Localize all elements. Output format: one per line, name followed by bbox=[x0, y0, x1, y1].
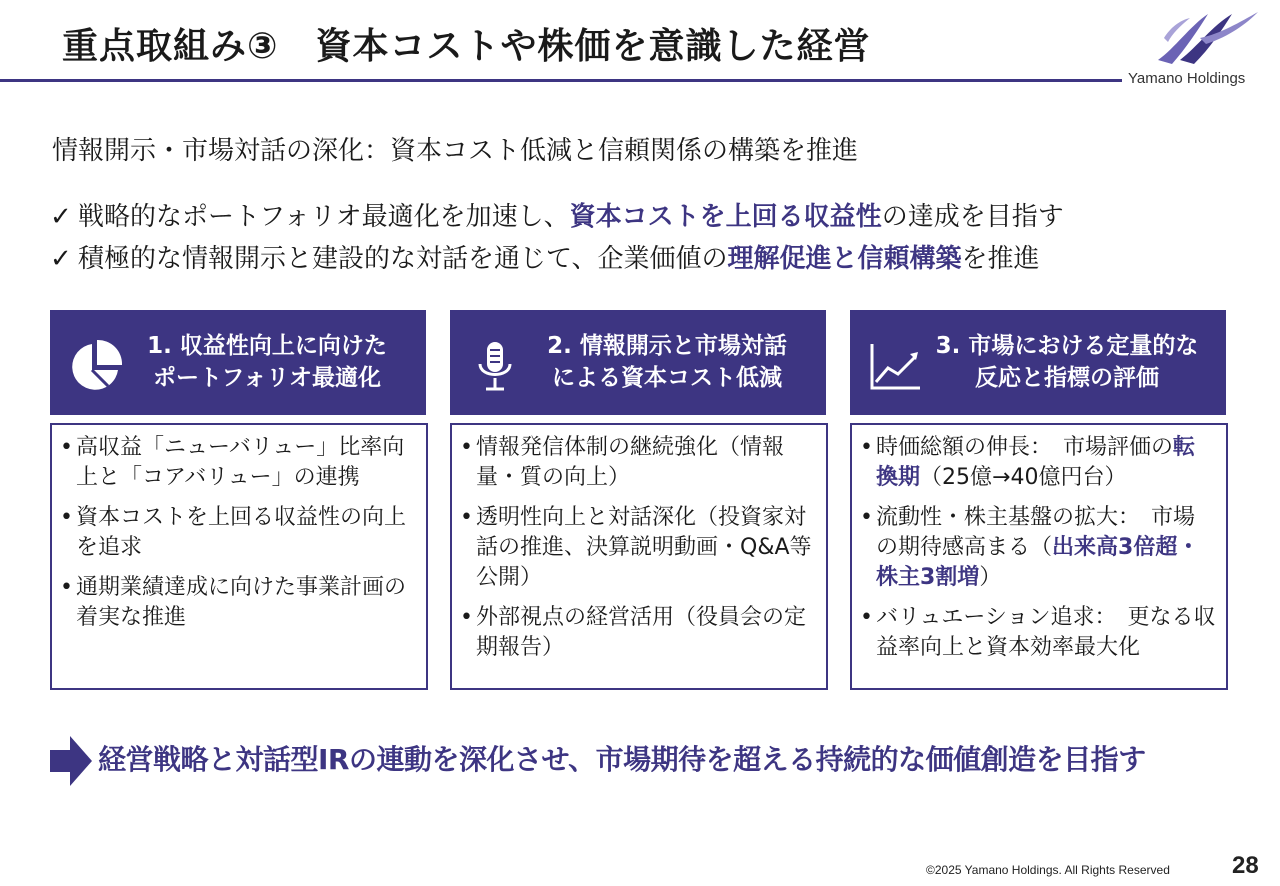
column-body-2 bbox=[450, 423, 828, 690]
check-highlight: 資本コストを上回る収益性 bbox=[569, 202, 882, 232]
list-item: • バリュエーション追求： 更なる収益率向上と資本効率最大化 bbox=[860, 603, 1216, 663]
check-text: の達成を目指す bbox=[881, 202, 1064, 232]
page-number: 28 bbox=[1232, 852, 1259, 879]
check-text: 戦略的なポートフォリオ最適化を加速し、 bbox=[78, 202, 570, 232]
column-title-line: 反応と指標の評価 bbox=[975, 365, 1159, 391]
check-highlight: 理解促進と信頼構築 bbox=[727, 244, 962, 274]
list-item: • 資本コストを上回る収益性の向上を追求 bbox=[60, 503, 416, 563]
arrow-right-icon bbox=[50, 736, 92, 786]
column-title-line: による資本コスト低減 bbox=[552, 365, 782, 391]
copyright: ©2025 Yamano Holdings. All Rights Reserved bbox=[926, 863, 1170, 877]
check-text: 積極的な情報開示と建設的な対話を通じて、企業価値の bbox=[78, 244, 728, 274]
checkmark-icon: ✓ bbox=[50, 244, 72, 274]
check-text: を推進 bbox=[961, 244, 1040, 274]
list-item: • 高収益「ニューバリュー」比率向上と「コアバリュー」の連携 bbox=[60, 433, 416, 493]
line-chart-icon bbox=[866, 338, 924, 396]
column-title-line: 2. 情報開示と市場対話 bbox=[547, 333, 787, 359]
column-body-3 bbox=[850, 423, 1228, 690]
page-title: 重点取組み③ 資本コストや株価を意識した経営 bbox=[62, 26, 871, 67]
column-title-line: ポートフォリオ最適化 bbox=[153, 365, 381, 391]
column-title-line: 1. 収益性向上に向けた bbox=[147, 333, 387, 359]
column-header-1 bbox=[50, 310, 426, 415]
list-item: • 流動性・株主基盤の拡大： 市場の期待感高まる（出来高3倍超・株主3割増） bbox=[860, 503, 1216, 593]
highlight-text: 転換期 bbox=[876, 435, 1196, 490]
title-divider bbox=[0, 79, 1122, 82]
yamano-logo-icon bbox=[1150, 8, 1260, 68]
list-item: • 通期業績達成に向けた事業計画の着実な推進 bbox=[60, 573, 416, 633]
column-header-3 bbox=[850, 310, 1226, 415]
pie-chart-icon bbox=[66, 338, 124, 396]
column-title-line: 3. 市場における定量的な bbox=[935, 333, 1199, 359]
column-header-2 bbox=[450, 310, 826, 415]
list-item: • 情報発信体制の継続強化（情報量・質の向上） bbox=[460, 433, 816, 493]
highlight-text: 出来高3倍超・株主3割増 bbox=[876, 535, 1200, 590]
column-body-1 bbox=[50, 423, 428, 690]
check-item bbox=[50, 196, 1064, 233]
conclusion-text: 経営戦略と対話型IRの連動を深化させ、市場期待を超える持続的な価値創造を目指す bbox=[98, 743, 1146, 776]
list-item: • 透明性向上と対話深化（投資家対話の推進、決算説明動画・Q&A等公開） bbox=[460, 503, 816, 593]
subtitle: 情報開示・市場対話の深化：資本コスト低減と信頼関係の構築を推進 bbox=[52, 136, 859, 166]
list-item: • 時価総額の伸長： 市場評価の転換期（25億→40億円台） bbox=[860, 433, 1216, 493]
microphone-icon bbox=[466, 338, 524, 396]
logo-text: Yamano Holdings bbox=[1128, 70, 1246, 87]
check-item bbox=[50, 238, 1040, 275]
list-item: • 外部視点の経営活用（役員会の定期報告） bbox=[460, 603, 816, 663]
checkmark-icon: ✓ bbox=[50, 202, 72, 232]
